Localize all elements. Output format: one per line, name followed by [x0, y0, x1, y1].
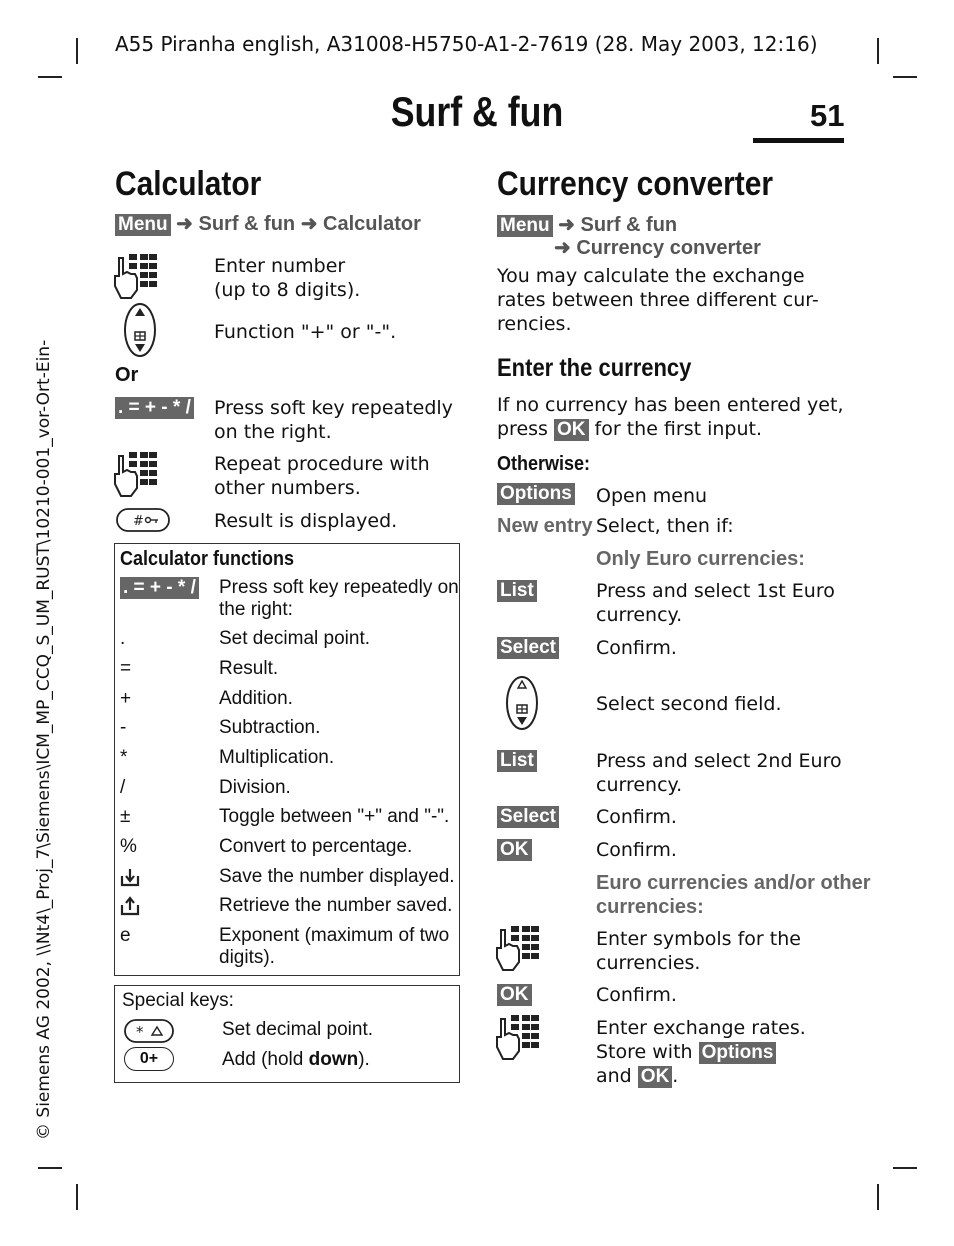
select-second-text: Select second field. [596, 693, 782, 715]
function-key: % [120, 836, 137, 857]
ok-softkey-wrap [497, 839, 532, 861]
arrow-icon: ➜ [558, 214, 575, 236]
menu-softkey: Menu [115, 214, 171, 236]
path-item: Surf & fun [580, 214, 678, 236]
list-softkey: List [497, 750, 537, 772]
path-item: Surf & fun [198, 213, 296, 235]
navigation-key-icon [122, 302, 158, 358]
page-title: Surf & fun [390, 88, 564, 135]
open-menu-text: Open menu [596, 485, 708, 507]
calc-step1: Enter number (up to 8 digits). [214, 255, 361, 301]
calculator-functions-box [114, 543, 460, 976]
select-softkey: Select [497, 637, 559, 659]
keypad-icon [113, 254, 157, 300]
options-softkey: Options [699, 1042, 777, 1064]
list-softkey-wrap [497, 580, 537, 602]
currency-title: Currency converter [497, 165, 774, 203]
page-number: 51 [810, 98, 845, 133]
only-euro-label: Only Euro currencies: [596, 548, 805, 570]
special-key-desc: Set decimal point. [222, 1019, 374, 1040]
retrieve-icon [120, 896, 140, 916]
ops-softkey-wrap [115, 397, 194, 419]
ok-softkey: OK [497, 839, 532, 861]
calc-step4: Repeat procedure with other numbers. [214, 453, 430, 499]
calc-step2: Function "+" or "-". [214, 321, 397, 343]
list-softkey-wrap [497, 750, 537, 772]
currency-intro: You may calculate the exchange rates between three different cur- rencies. [497, 265, 819, 335]
sidebar-path: © Siemens AG 2002, \\Nt4\_Proj_7\Siemens\ICM_MP_CCQ_S_UM_RUST\10210-001_vor-Ort-Ein- [34, 339, 54, 1140]
function-desc: Division. [219, 777, 291, 798]
function-desc: Subtraction. [219, 717, 321, 738]
keypad-icon [113, 452, 157, 498]
arrow-icon: ➜ [300, 213, 318, 235]
ok-softkey: OK [554, 419, 589, 441]
confirm-text: Confirm. [596, 839, 677, 861]
functions-title: Calculator functions [120, 548, 295, 570]
navigation-key-icon [504, 675, 540, 731]
calc-step5: Result is displayed. [214, 510, 398, 532]
ok-softkey: OK [497, 984, 532, 1006]
ops-softkey: . = + - * / [115, 397, 194, 419]
star-key-icon [124, 1019, 174, 1043]
svg-text:*: * [136, 1023, 144, 1041]
path-item: Currency converter [576, 237, 761, 259]
select-softkey-wrap [497, 637, 559, 659]
list2-text: Press and select 2nd Euro currency. [596, 750, 842, 796]
calc-step3: Press soft key repeatedly on the right. [214, 397, 453, 443]
select-softkey-wrap [497, 806, 559, 828]
special-keys-box [114, 985, 460, 1083]
function-key: e [120, 925, 131, 946]
function-key: * [120, 747, 128, 768]
keypad-icon [495, 1015, 539, 1061]
calculator-menu-path [115, 211, 421, 236]
list1-text: Press and select 1st Euro currency. [596, 580, 835, 626]
keypad-icon [495, 926, 539, 972]
or-label: Or [115, 364, 139, 386]
select-softkey: Select [497, 806, 559, 828]
special-keys-title: Special keys: [122, 990, 234, 1011]
otherwise-label: Otherwise: [497, 453, 591, 475]
page-number-rule [753, 138, 844, 143]
special-key-desc: Add (hold down). [222, 1049, 370, 1070]
arrow-icon: ➜ [176, 213, 193, 235]
function-key: . [120, 628, 126, 649]
currency-menu-path [497, 212, 677, 237]
function-key: ± [120, 806, 131, 827]
function-desc: Set decimal point. [219, 628, 371, 649]
document-header: A55 Piranha english, A31008-H5750-A1-2-7619 (28. May 2003, 12:16) [115, 32, 818, 56]
path-item: Calculator [323, 213, 421, 235]
euro-other-label: Euro currencies and/or other currencies: [596, 872, 871, 918]
function-key: - [120, 717, 127, 738]
list-softkey: List [497, 580, 537, 602]
ok-softkey: OK [638, 1066, 673, 1088]
currency-paragraph: If no currency has been entered yet, press OK for the first input. [497, 394, 844, 440]
functions-first-desc: Press soft key repeatedly on the right: [219, 577, 459, 620]
confirm-text: Confirm. [596, 637, 677, 659]
currency-menu-path-2 [554, 235, 761, 260]
menu-softkey: Menu [497, 215, 553, 237]
function-desc: Save the number displayed. [219, 866, 455, 887]
calculator-title: Calculator [115, 165, 262, 203]
function-desc: Exponent (maximum of two digits). [219, 925, 450, 968]
save-icon [120, 867, 140, 887]
options-softkey: Options [497, 483, 575, 505]
confirm-text: Confirm. [596, 984, 677, 1006]
function-desc: Result. [219, 658, 279, 679]
confirm-text: Confirm. [596, 806, 677, 828]
function-desc: Retrieve the number saved. [219, 895, 453, 916]
function-desc: Addition. [219, 688, 293, 709]
ops-softkey: . = + - * / [120, 577, 199, 599]
svg-text:#: # [133, 514, 144, 529]
function-key: = [120, 658, 132, 679]
functions-ops-softkey-wrap [120, 577, 199, 599]
rates-text: Enter exchange rates. Store with Options and OK . [596, 1017, 806, 1087]
symbols-text: Enter symbols for the currencies. [596, 928, 801, 974]
enter-currency-subtitle: Enter the currency [497, 354, 692, 382]
function-desc: Toggle between "+" and "-". [219, 806, 450, 827]
ok-softkey-wrap [497, 984, 532, 1006]
options-softkey-wrap [497, 483, 575, 505]
function-desc: Multiplication. [219, 747, 335, 768]
zero-key-icon: 0+ [124, 1047, 174, 1071]
arrow-icon: ➜ [554, 237, 571, 259]
function-key: / [120, 777, 126, 798]
function-desc: Convert to percentage. [219, 836, 413, 857]
select-then-text: Select, then if: [596, 515, 734, 537]
function-key: + [120, 688, 132, 709]
new-entry-label: New entry [497, 515, 593, 537]
hash-key-icon [116, 508, 170, 532]
